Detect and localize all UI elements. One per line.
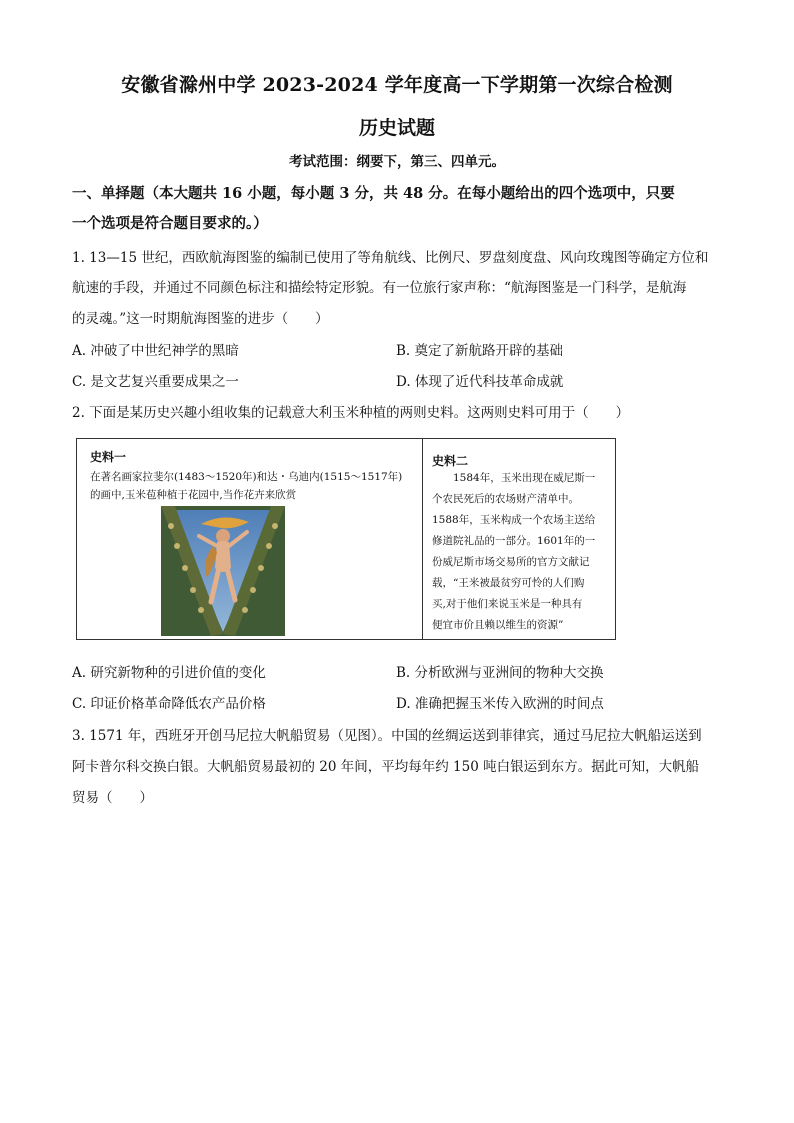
exam-title: 安徽省滁州中学 2023-2024 学年度高一下学期第一次综合检测	[121, 74, 673, 96]
q3-stem-line3: 贸易（ ）	[72, 790, 153, 806]
q1-stem-line3: 的灵魂。”这一时期航海图鉴的进步（ ）	[72, 311, 329, 327]
source-two-line4: 修道院礼品的一部分。1601年的一	[432, 535, 596, 547]
exam-scope: 考试范围：纲要下，第三、四单元。	[289, 154, 505, 170]
source-one-cell	[77, 439, 423, 639]
section-heading-cont: 一个选项是符合题目要求的。）	[72, 215, 268, 232]
q2-option-c[interactable]: C. 印证价格革命降低农产品价格	[72, 696, 266, 712]
q3-stem-line2: 阿卡普尔科交换白银。大帆船贸易最初的 20 年间，平均每年约 150 吨白银运到东方。据此可知，大帆船	[72, 759, 700, 775]
source-table	[76, 438, 616, 640]
exam-subtitle: 历史试题	[358, 117, 435, 139]
q1-option-c[interactable]: C. 是文艺复兴重要成果之一	[72, 374, 239, 390]
q1-option-b[interactable]: B. 奠定了新航路开辟的基础	[396, 343, 564, 359]
section-heading: 一、单择题（本大题共 16 小题，每小题 3 分，共 48 分。在每小题给出的四个选项中，只要	[72, 185, 675, 202]
source-two-line3: 1588年，玉米构成一个农场主送给	[432, 514, 596, 526]
source-two-line5: 份威尼斯市场交易所的官方文献记	[432, 556, 590, 568]
source-two-line1: 1584年，玉米出现在威尼斯一	[432, 472, 596, 484]
source-two-line8: 便宜市价且赖以维生的资源”	[432, 619, 564, 631]
q1-option-a[interactable]: A. 冲破了中世纪神学的黑暗	[72, 343, 239, 359]
q2-stem: 2. 下面是某历史兴趣小组收集的记载意大利玉米种植的两则史料。这两则史料可用于（ ）	[72, 405, 630, 421]
q1-stem-line2: 航速的手段，并通过不同颜色标注和描绘特定形貌。有一位旅行家声称：“航海图鉴是一门科学，是航海	[72, 280, 687, 296]
source-two-line7: 买,对于他们来说玉米是一种具有	[432, 598, 583, 610]
source-two-title: 史料二	[432, 454, 469, 468]
source-two-line6: 载，“王米被最贫穷可怜的人们购	[432, 577, 585, 589]
q1-stem-line1: 1. 13—15 世纪，西欧航海图鉴的编制已使用了等角航线、比例尺、罗盘刻度盘、风向玫瑰图等确定方位和	[72, 250, 709, 266]
raphael-fresco-image	[161, 506, 285, 636]
source-one-line1: 在著名画家拉斐尔(1483～1520年)和达・乌迪内(1515～1517年)	[90, 471, 403, 483]
q2-option-b[interactable]: B. 分析欧洲与亚洲间的物种大交换	[396, 665, 604, 681]
source-two-line2: 个农民死后的农场财产清单中。	[432, 493, 579, 505]
source-one-title: 史料一	[90, 450, 127, 464]
q2-option-d[interactable]: D. 准确把握玉米传入欧洲的时间点	[396, 696, 604, 712]
q1-option-d[interactable]: D. 体现了近代科技革命成就	[396, 374, 564, 390]
q3-stem-line1: 3. 1571 年，西班牙开创马尼拉大帆船贸易（见图）。中国的丝绸运送到菲律宾，通过马尼拉大帆船运送到	[72, 728, 702, 744]
source-two-cell	[423, 439, 615, 639]
q2-option-a[interactable]: A. 研究新物种的引进价值的变化	[72, 665, 266, 681]
source-one-line2: 的画中,玉米苞种植于花园中,当作花卉来欣赏	[90, 489, 297, 501]
